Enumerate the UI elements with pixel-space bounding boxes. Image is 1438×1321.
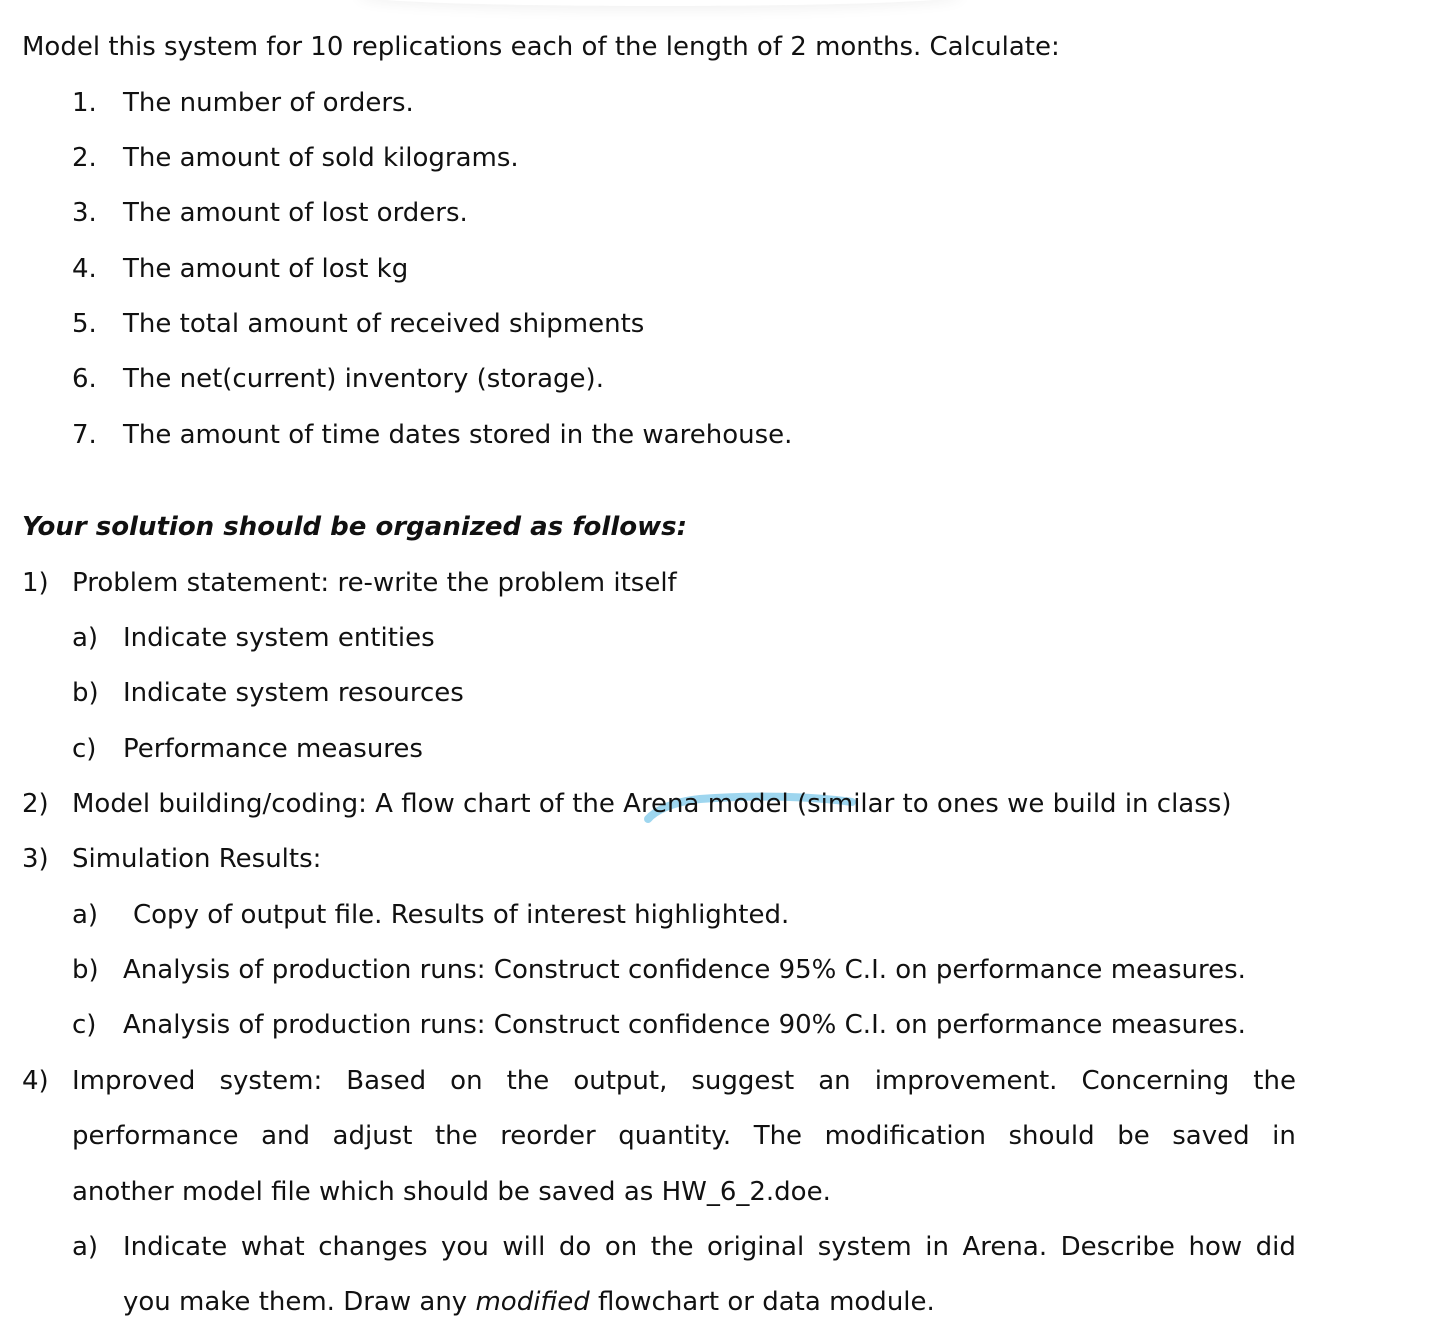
word: saved: [1172, 1121, 1250, 1151]
highlighted-text: Arena model: [623, 789, 789, 819]
list-item-number: 4.: [72, 254, 97, 284]
section-improved-system: [0, 1064, 1438, 1098]
sub-item-label: a): [72, 623, 99, 653]
word: in: [925, 1232, 949, 1262]
section-text-before: Model building/coding: A flow chart of the: [72, 789, 624, 819]
list-item-text: The total amount of received shipments: [123, 309, 645, 339]
section-number: 2): [22, 789, 49, 819]
list-item: [0, 86, 1438, 120]
sub-item: [0, 621, 1438, 655]
list-item-number: 3.: [72, 198, 97, 228]
list-item-number: 1.: [72, 88, 97, 118]
word: suggest: [691, 1066, 795, 1096]
sub-item-label: a): [72, 1232, 99, 1262]
list-item-number: 7.: [72, 420, 97, 450]
word: Describe: [1060, 1232, 1175, 1262]
section-text-after: (similar to ones we build in class): [788, 789, 1232, 819]
word: on: [450, 1066, 483, 1096]
section-model-building: [0, 787, 1438, 821]
word: be: [1117, 1121, 1150, 1151]
word: quantity.: [618, 1121, 732, 1151]
list-item: [0, 141, 1438, 175]
word: system:: [219, 1066, 323, 1096]
sub-item-continuation: [123, 1285, 935, 1319]
list-item-text: The net(current) inventory (storage).: [123, 364, 604, 394]
list-item-text: The amount of time dates stored in the warehouse.: [123, 420, 793, 450]
list-item-text: The number of orders.: [123, 88, 414, 118]
justified-line: [123, 1230, 1296, 1264]
word: adjust: [332, 1121, 413, 1151]
justified-line-words: [72, 1119, 1296, 1153]
intro-text: Model this system for 10 replications each of the length of 2 months. Calculate:: [22, 32, 1060, 62]
section-simulation-results: [0, 842, 1438, 876]
word: Based: [346, 1066, 427, 1096]
word: do: [558, 1232, 592, 1262]
solution-heading: Your solution should be organized as follows:: [22, 512, 687, 542]
word: improvement.: [874, 1066, 1058, 1096]
list-item-number: 2.: [72, 143, 97, 173]
list-item-number: 5.: [72, 309, 97, 339]
word: did: [1255, 1232, 1296, 1262]
word: changes: [318, 1232, 428, 1262]
word: will: [502, 1232, 546, 1262]
list-item: [0, 418, 1438, 452]
sub-item: [0, 953, 1438, 987]
word: an: [818, 1066, 851, 1096]
sub-item: [0, 732, 1438, 766]
word: Concerning: [1081, 1066, 1230, 1096]
word: output,: [573, 1066, 668, 1096]
section-text: Simulation Results:: [72, 844, 322, 874]
word: the: [506, 1066, 550, 1096]
list-item: [0, 196, 1438, 230]
word: in: [1272, 1121, 1296, 1151]
sub-item: [0, 1230, 1438, 1264]
word: Indicate: [123, 1232, 228, 1262]
section-problem-statement: [0, 566, 1438, 600]
sub-item: [0, 676, 1438, 710]
list-item: [0, 362, 1438, 396]
list-item-text: The amount of lost kg: [123, 254, 409, 284]
sub-item-text: Indicate system resources: [123, 678, 464, 708]
top-edge-shadow: [360, 0, 960, 6]
sub-item-label: c): [72, 734, 97, 764]
section-number: 4): [22, 1066, 49, 1096]
sub-item-text: Analysis of production runs: Construct confidence 95% C.I. on performance measures.: [123, 955, 1246, 985]
justified-line: [72, 1119, 1296, 1153]
list-item-text: The amount of sold kilograms.: [123, 143, 519, 173]
word: you: [441, 1232, 489, 1262]
sub-item-text-before: you make them. Draw any: [123, 1287, 476, 1317]
word: The: [753, 1121, 803, 1151]
section-text: Problem statement: re-write the problem itself: [72, 568, 677, 598]
sub-item-text: Analysis of production runs: Construct confidence 90% C.I. on performance measures.: [123, 1010, 1246, 1040]
list-item: [0, 252, 1438, 286]
sub-item-text: Copy of output file. Results of interest highlighted.: [133, 900, 790, 930]
justified-line: [72, 1064, 1296, 1098]
sub-item-text: Indicate system entities: [123, 623, 435, 653]
word: what: [240, 1232, 305, 1262]
list-item: [0, 307, 1438, 341]
sub-item: [0, 1008, 1438, 1042]
word: Improved: [72, 1066, 196, 1096]
word: on: [604, 1232, 638, 1262]
word: the: [650, 1232, 694, 1262]
sub-item-label: c): [72, 1010, 97, 1040]
section-number: 1): [22, 568, 49, 598]
word: the: [434, 1121, 478, 1151]
word: system: [817, 1232, 912, 1262]
sub-item-text: Performance measures: [123, 734, 423, 764]
section-text: [72, 787, 1231, 821]
list-item-number: 6.: [72, 364, 97, 394]
word: should: [1008, 1121, 1095, 1151]
word: reorder: [500, 1121, 596, 1151]
sub-item: [0, 898, 1438, 932]
word: Arena.: [962, 1232, 1048, 1262]
sub-item-text-after: flowchart or data module.: [589, 1287, 935, 1317]
word: original: [706, 1232, 805, 1262]
word: modification: [824, 1121, 986, 1151]
emphasized-word: modified: [475, 1287, 590, 1317]
sub-item-label: b): [72, 955, 99, 985]
sub-item-label: a): [72, 900, 99, 930]
word: how: [1188, 1232, 1243, 1262]
word: the: [1253, 1066, 1296, 1096]
word: and: [261, 1121, 310, 1151]
section-number: 3): [22, 844, 49, 874]
sub-item-label: b): [72, 678, 99, 708]
section-text-continuation: another model file which should be saved as HW_6_2.doe.: [72, 1177, 831, 1207]
word: performance: [72, 1121, 239, 1151]
list-item-text: The amount of lost orders.: [123, 198, 468, 228]
